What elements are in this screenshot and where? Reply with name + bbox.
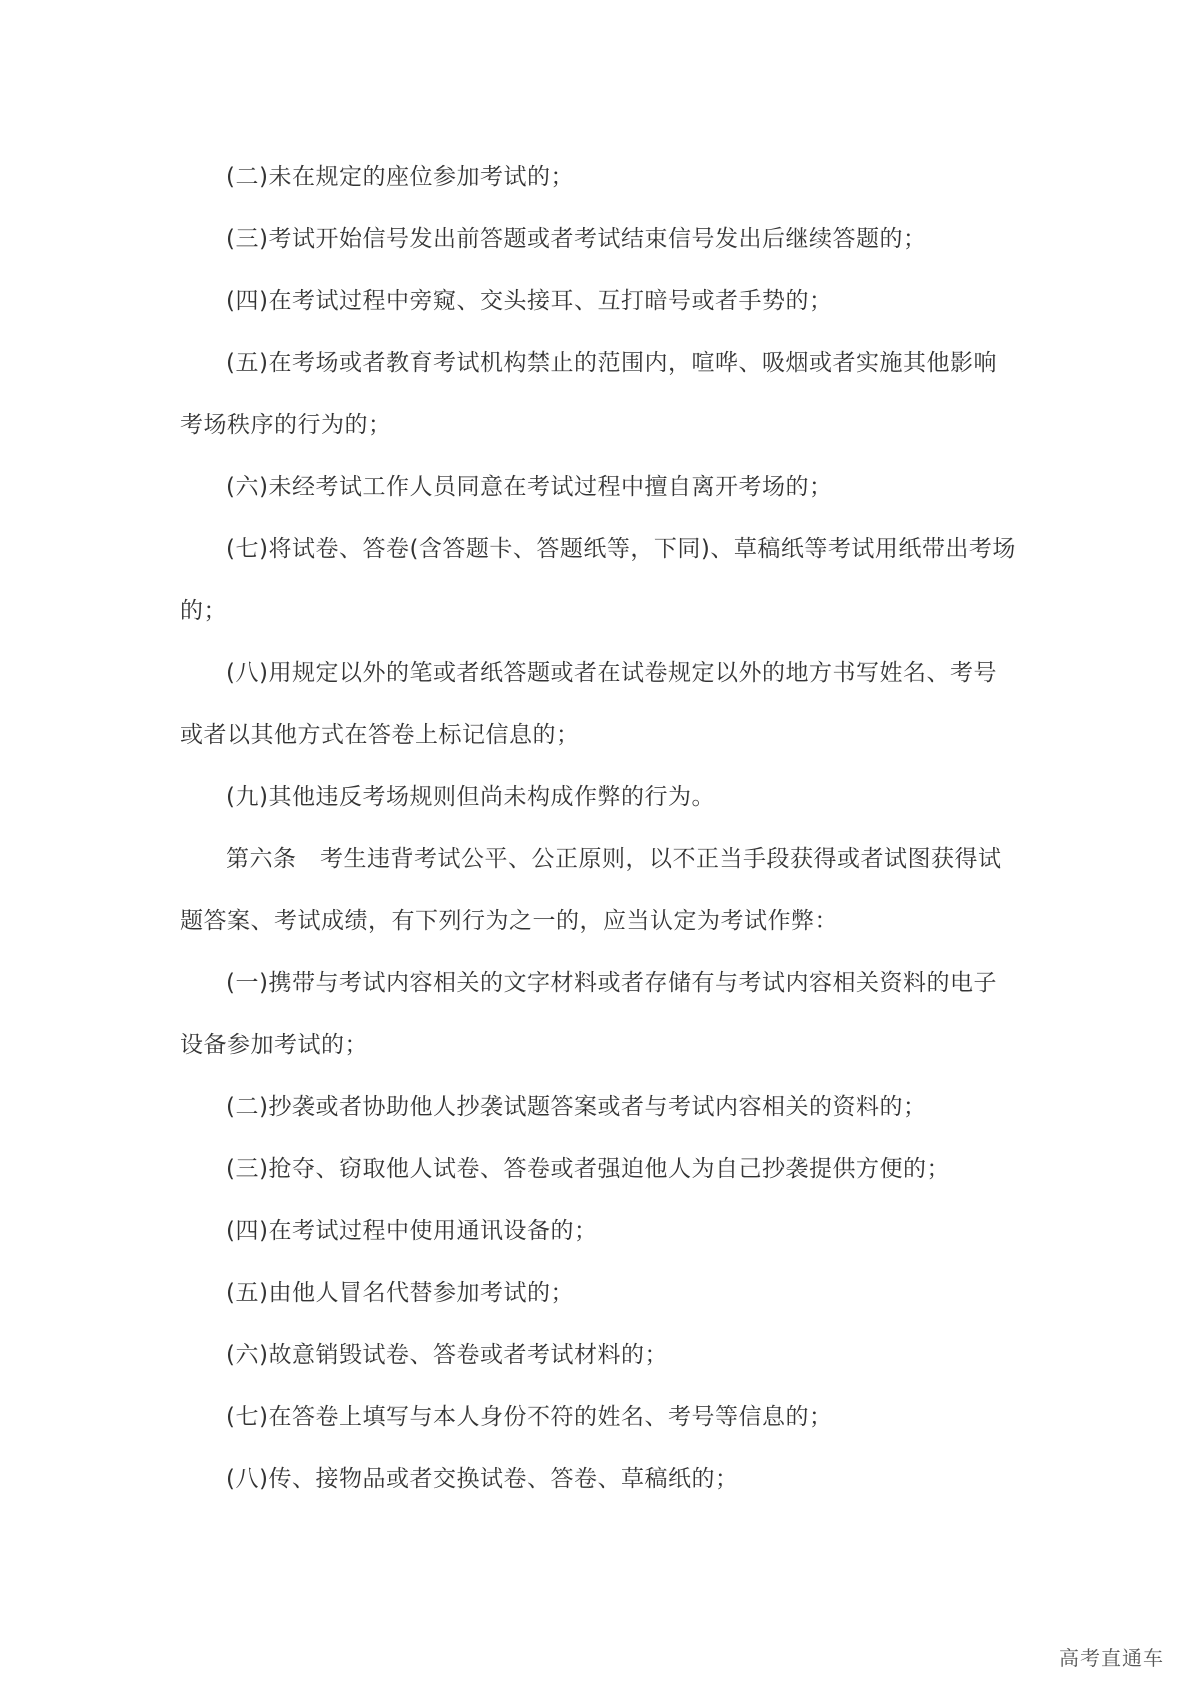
article-six-paragraph: 第六条 考生违背考试公平、公正原则，以不正当手段获得或者试图获得试题答案、考试成绩，有下列行为之一的，应当认定为考试作弊：: [180, 846, 1002, 934]
document-body: [180, 146, 1020, 1510]
paragraph: (四)在考试过程中旁窥、交头接耳、互打暗号或者手势的；: [226, 288, 833, 314]
paragraph: (九)其他违反考场规则但尚未构成作弊的行为。: [226, 784, 715, 810]
paragraph: (一)携带与考试内容相关的文字材料或者存储有与考试内容相关资料的电子设备参加考试的；: [180, 970, 997, 1058]
paragraph: (四)在考试过程中使用通讯设备的；: [226, 1218, 598, 1244]
paragraph: (六)故意销毁试卷、答卷或者考试材料的；: [226, 1342, 668, 1368]
paragraph: (六)未经考试工作人员同意在考试过程中擅自离开考场的；: [226, 474, 833, 500]
paragraph: (五)在考场或者教育考试机构禁止的范围内，喧哗、吸烟或者实施其他影响考场秩序的行为的；: [180, 350, 997, 438]
paragraph: (七)在答卷上填写与本人身份不符的姓名、考号等信息的；: [226, 1404, 833, 1430]
paragraph: (二)未在规定的座位参加考试的；: [226, 164, 574, 190]
paragraph: (八)用规定以外的笔或者纸答题或者在试卷规定以外的地方书写姓名、考号或者以其他方式在答卷上标记信息的；: [180, 660, 997, 748]
watermark: 高考直通车: [1059, 1646, 1164, 1670]
paragraph: (三)考试开始信号发出前答题或者考试结束信号发出后继续答题的；: [226, 226, 927, 252]
paragraph: (五)由他人冒名代替参加考试的；: [226, 1280, 574, 1306]
paragraph: (三)抢夺、窃取他人试卷、答卷或者强迫他人为自己抄袭提供方便的；: [226, 1156, 950, 1182]
paragraph: (八)传、接物品或者交换试卷、答卷、草稿纸的；: [226, 1466, 739, 1492]
paragraph: (二)抄袭或者协助他人抄袭试题答案或者与考试内容相关的资料的；: [226, 1094, 927, 1120]
paragraph: (七)将试卷、答卷(含答题卡、答题纸等，下同)、草稿纸等考试用纸带出考场的；: [180, 536, 1016, 624]
